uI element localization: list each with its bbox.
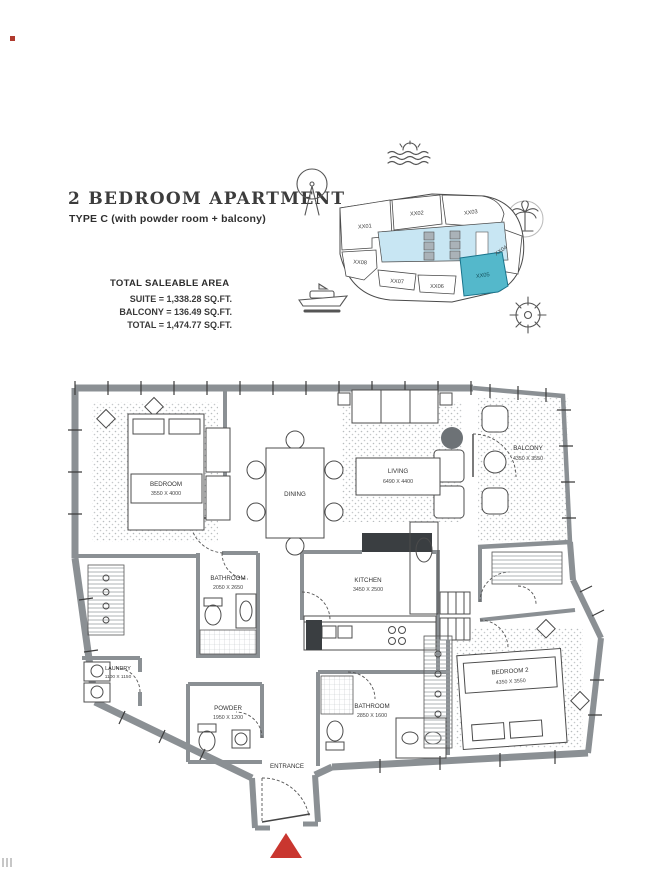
- kitchen-dims: 3450 X 2500: [352, 587, 384, 593]
- area-total: TOTAL = 1,474.77 SQ.FT.: [127, 320, 232, 330]
- unit-label-xx06: XX06: [430, 284, 444, 290]
- unit-label-xx03: XX03: [463, 209, 479, 217]
- sun-sea-icon: [385, 140, 435, 170]
- bathroom-1-dims: 2050 X 2650: [212, 585, 244, 591]
- entrance-area: [270, 763, 304, 858]
- unit-label-xx02: XX02: [409, 210, 424, 218]
- bathroom-2-dims: 2850 X 1600: [356, 713, 388, 719]
- powder-dims: 1950 X 1200: [212, 715, 244, 721]
- bathroom-1-label: BATHROOM: [210, 575, 246, 582]
- unit-label-xx05: XX05: [475, 272, 491, 280]
- page-title: 2 BEDROOM APARTMENT: [68, 189, 346, 209]
- kitchen-label: KITCHEN: [354, 577, 382, 584]
- bedroom-2-label: BEDROOM 2: [491, 666, 529, 677]
- laundry-dims: 1100 X 1150: [104, 675, 132, 680]
- dining-area: [247, 431, 343, 555]
- area-balcony: BALCONY = 136.49 SQ.FT.: [119, 307, 232, 317]
- entrance-label: ENTRANCE: [269, 763, 305, 770]
- unit-label-xx07: XX07: [390, 278, 405, 286]
- observation-wheel-icon: [292, 163, 334, 219]
- area-summary-heading: TOTAL SALEABLE AREA: [110, 278, 230, 289]
- tv-console: [362, 533, 432, 552]
- page-subtitle: TYPE C (with powder room + balcony): [69, 213, 266, 225]
- powder-label: POWDER: [214, 705, 242, 712]
- plant-circle: [441, 427, 463, 449]
- key-plan: [332, 188, 532, 318]
- balcony-label: BALCONY: [513, 445, 543, 452]
- bedroom-2-dims: 4350 X 3550: [495, 678, 526, 687]
- bathroom-2-label: BATHROOM: [354, 703, 390, 710]
- laundry-label: LAUNDRY: [105, 666, 131, 672]
- powder-room: [198, 705, 250, 751]
- unit-label-xx04: XX04: [494, 244, 509, 258]
- balcony-dims: 4350 X 3550: [512, 456, 544, 462]
- area-summary: [104, 278, 232, 332]
- living-label: LIVING: [387, 468, 409, 475]
- red-dot-artifact: [10, 36, 15, 41]
- entrance-marker: [270, 833, 302, 858]
- unit-label-xx01: XX01: [357, 223, 372, 231]
- area-suite: SUITE = 1,338.28 SQ.FT.: [129, 294, 232, 304]
- bathroom-1: [200, 575, 256, 654]
- unit-label-xx08: XX08: [353, 259, 368, 267]
- living-dims: 6490 X 4400: [382, 479, 414, 485]
- floor-plan: [0, 370, 660, 870]
- dining-label: DINING: [284, 491, 306, 498]
- bedroom-1-label: BEDROOM: [150, 481, 182, 488]
- bedroom-1-dims: 3550 X 4000: [150, 491, 182, 497]
